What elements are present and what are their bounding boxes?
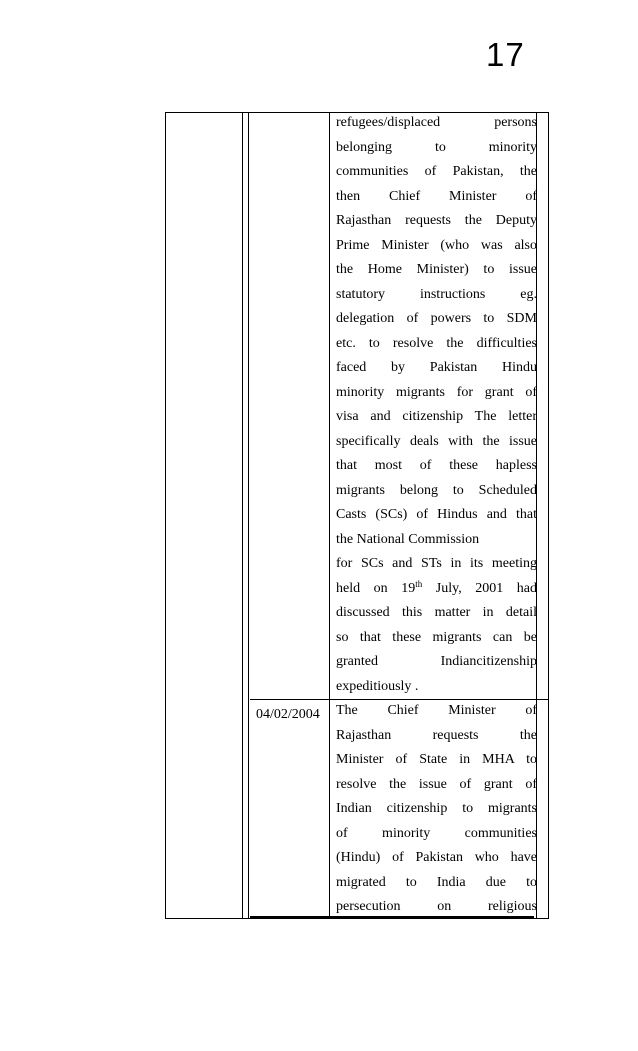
text-line: specifically deals with the issue	[336, 433, 537, 449]
text-line: statutory instructions eg.	[336, 286, 537, 302]
text-line: etc. to resolve the difficulties	[336, 335, 537, 351]
text-line: visa and citizenship The letter	[336, 409, 537, 424]
text-line: held on 19th July, 2001 had	[336, 578, 537, 596]
page-number: 17	[486, 36, 525, 73]
description-cell-row-2	[336, 699, 537, 920]
text-line: Indian citizenship to migrants	[336, 801, 537, 816]
text-line: migrants belong to Scheduled	[336, 482, 537, 498]
text-line: persecution on religious	[336, 899, 537, 914]
text-line: delegation of powers to SDM	[336, 311, 537, 326]
superscript: th	[415, 578, 423, 589]
column-divider	[248, 113, 249, 918]
text-line: minority migrants for grant of	[336, 384, 537, 400]
text-line: Casts (SCs) of Hindus and that	[336, 507, 537, 522]
text-line: Rajasthan requests the Deputy	[336, 213, 537, 228]
text-line: so that these migrants can be	[336, 629, 537, 645]
text-line: Minister of State in MHA to	[336, 752, 537, 767]
text-line: that most of these hapless	[336, 458, 537, 473]
text-line: expeditiously .	[336, 678, 419, 694]
text-line: Prime Minister (who was also	[336, 237, 537, 253]
text-line: discussed this matter in detail	[336, 605, 537, 620]
text-line: the Home Minister) to issue	[336, 262, 537, 277]
description-cell-row-1	[336, 111, 537, 699]
text-line: for SCs and STs in its meeting	[336, 556, 537, 571]
column-divider	[242, 113, 243, 918]
text-line: communities of Pakistan, the	[336, 164, 537, 179]
text-line: The Chief Minister of	[336, 703, 537, 718]
text-line: granted Indiancitizenship	[336, 654, 537, 669]
text-line: belonging to minority	[336, 139, 537, 155]
text-line: of minority communities	[336, 825, 537, 841]
text-line: resolve the issue of grant of	[336, 776, 537, 792]
date-cell: 04/02/2004	[256, 707, 320, 722]
text-line: (Hindu) of Pakistan who have	[336, 850, 537, 865]
text-line: faced by Pakistan Hindu	[336, 360, 537, 375]
text-line: the National Commission	[336, 531, 480, 547]
text-line: refugees/displaced persons	[336, 115, 537, 130]
document-table	[165, 112, 549, 919]
text-line: then Chief Minister of	[336, 188, 537, 204]
column-divider	[329, 113, 330, 918]
text-line: migrated to India due to	[336, 874, 537, 890]
text-line: Rajasthan requests the	[336, 727, 537, 743]
